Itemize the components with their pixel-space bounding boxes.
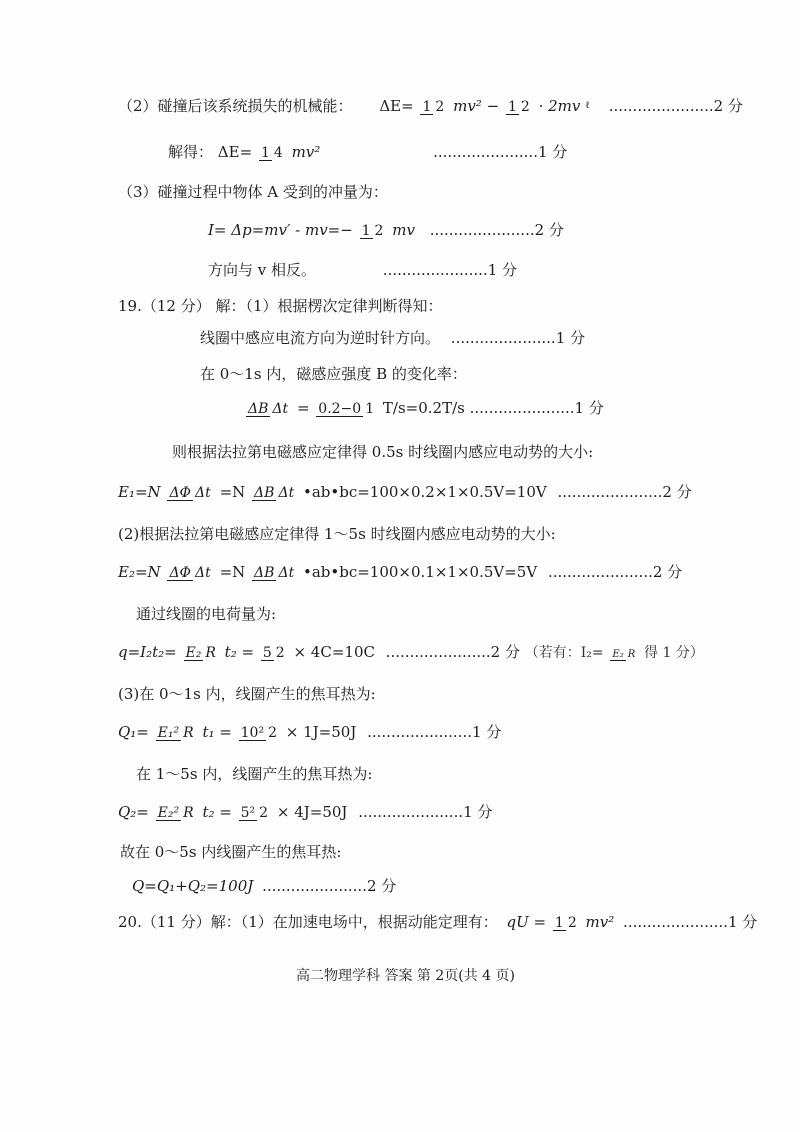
q19-Q1-t: t₁ = <box>202 723 232 741</box>
q20-line <box>118 912 757 932</box>
q2-sym: ℓ <box>585 100 590 111</box>
q19-q-note-a: （若有：I₂= <box>524 645 604 661</box>
q19-q-note-b: 得 1 分） <box>644 645 704 661</box>
q19-e2-frac2: ΔB Δt <box>254 565 295 581</box>
q2-energy-loss <box>118 96 743 116</box>
q19-Q2 <box>118 802 492 822</box>
q19-l4: (2)根据法拉第电磁感应定律得 1～5s 时线圈内感应电动势的大小: <box>118 525 556 543</box>
q19-Q1-frac2: 10² 2 <box>240 725 277 741</box>
q19-e1-mid: =N <box>219 483 246 501</box>
q2-sol-lhs: ΔE= <box>217 143 253 161</box>
q19-Q2-lhs: Q₂= <box>118 803 149 821</box>
q19-e1-frac1: ΔΦ Δt <box>169 485 211 501</box>
q19-Q1-tail: × 1J=50J <box>285 723 357 741</box>
q3-label: （3）碰撞过程中物体 A 受到的冲量为： <box>118 183 388 201</box>
q2-solution <box>168 142 567 162</box>
q19-Q-total-score: ......................2 分 <box>262 877 397 895</box>
q3-eq-b: mv <box>392 221 415 239</box>
q19-Q2-tail: × 4J=50J <box>276 803 348 821</box>
q2-frac2: 1 2 <box>507 99 530 115</box>
q19-Q2-t: t₂ = <box>202 803 232 821</box>
q20-frac: 1 2 <box>554 915 577 931</box>
q19-q-tail: × 4C=10C <box>293 643 375 661</box>
page-footer: 高二物理学科 答案 第 2页(共 4 页) <box>296 968 515 984</box>
q19-rate-eq: = <box>296 399 310 417</box>
q2-sol-score: ......................1 分 <box>433 143 568 161</box>
q2-sol-term: mv² <box>291 143 321 161</box>
q19-Q2-frac2: 5² 2 <box>240 805 269 821</box>
q19-l1 <box>200 328 585 348</box>
q19-q-score: ......................2 分 <box>385 643 520 661</box>
q19-Q1-score: ......................1 分 <box>367 723 502 741</box>
q19-q-lhs: q=I₂t₂= <box>118 643 177 661</box>
q3-score: ......................2 分 <box>429 221 564 239</box>
q2-score: ......................2 分 <box>608 97 743 115</box>
q2-sol-label: 解得： <box>168 143 214 161</box>
q19-Q1 <box>118 722 501 742</box>
q19-e1-lhs: E₁=N <box>118 483 161 501</box>
q3-dir-score: ......................1 分 <box>382 261 518 279</box>
q19-rate <box>244 398 604 418</box>
q3-equation <box>208 220 564 240</box>
q19-e2 <box>118 562 682 582</box>
q2-frac1: 1 2 <box>422 99 445 115</box>
q3-frac: 1 2 <box>361 223 384 239</box>
q19-l3: 则根据法拉第电磁感应定律得 0.5s 时线圈内感应电动势的大小: <box>172 443 594 461</box>
q19-head: 19.（12 分） 解：（1）根据楞次定律判断得知： <box>118 297 443 315</box>
q19-rate-val: T/s=0.2T/s <box>382 399 465 417</box>
q19-Q2-frac1: E₂² R <box>157 805 194 821</box>
q19-l1-score: ......................1 分 <box>450 329 586 347</box>
q19-e2-frac1: ΔΦ Δt <box>169 565 211 581</box>
q19-e1-frac2: ΔB Δt <box>254 485 295 501</box>
q19-e2-tail: •ab•bc=100×0.1×1×0.5V=5V <box>302 563 538 581</box>
q19-charge <box>118 642 704 663</box>
q19-q-note-frac: E₂ R <box>612 649 636 660</box>
q19-Q-total <box>132 876 396 896</box>
q19-l2: 在 0～1s 内，磁感应强度 B 的变化率： <box>200 365 467 383</box>
q19-e1-score: ......................2 分 <box>557 483 692 501</box>
q19-e2-mid: =N <box>219 563 246 581</box>
q19-Q1-lhs: Q₁= <box>118 723 149 741</box>
q19-Q-total-eq: Q=Q₁+Q₂=100J <box>132 877 254 895</box>
q19-q-frac2: 5 2 <box>262 645 285 661</box>
q3-direction <box>208 260 517 280</box>
q19-Q2-score: ......................1 分 <box>358 803 493 821</box>
q19-l5: 通过线圈的电荷量为: <box>136 605 277 623</box>
q2-minus: − <box>486 97 500 115</box>
q19-rate-frac1: ΔB Δt <box>248 401 289 417</box>
q19-e2-lhs: E₂=N <box>118 563 161 581</box>
q20-eq-a: qU = <box>506 913 547 931</box>
q20-score: ......................1 分 <box>623 913 758 931</box>
q2-label: （2）碰撞后该系统损失的机械能： <box>118 97 353 115</box>
q19-Q1-frac1: E₁² R <box>157 725 194 741</box>
q2-term1: mv² <box>453 97 482 115</box>
q19-l8: 故在 0～5s 内线圈产生的焦耳热: <box>120 843 342 861</box>
q19-rate-frac2: 0.2−0 1 <box>318 401 375 417</box>
q3-dir: 方向与 v 相反。 <box>208 261 317 279</box>
q2-sol-frac: 1 4 <box>260 145 283 161</box>
q19-l1-text: 线圈中感应电流方向为逆时针方向。 <box>200 329 441 347</box>
q19-q-frac1: E₂ R <box>185 645 216 661</box>
q19-e1-tail: •ab•bc=100×0.2×1×0.5V=10V <box>302 483 547 501</box>
q2-lhs: ΔE= <box>379 97 414 115</box>
q19-rate-score: ......................1 分 <box>469 399 604 417</box>
q20-eq-b: mv² <box>585 913 615 931</box>
q20-head: 20.（11 分）解：（1）在加速电场中，根据动能定理有： <box>118 913 498 931</box>
q19-q-t: t₂ = <box>224 643 255 661</box>
q19-e1 <box>118 482 692 502</box>
q19-l6: (3)在 0～1s 内，线圈产生的焦耳热为: <box>118 685 376 703</box>
q3-eq-a: I= Δp=mv′ - mv=− <box>208 221 353 239</box>
q19-l7: 在 1～5s 内，线圈产生的焦耳热为: <box>136 765 373 783</box>
q2-term2: · 2mv <box>538 97 581 115</box>
q19-e2-score: ......................2 分 <box>547 563 683 581</box>
